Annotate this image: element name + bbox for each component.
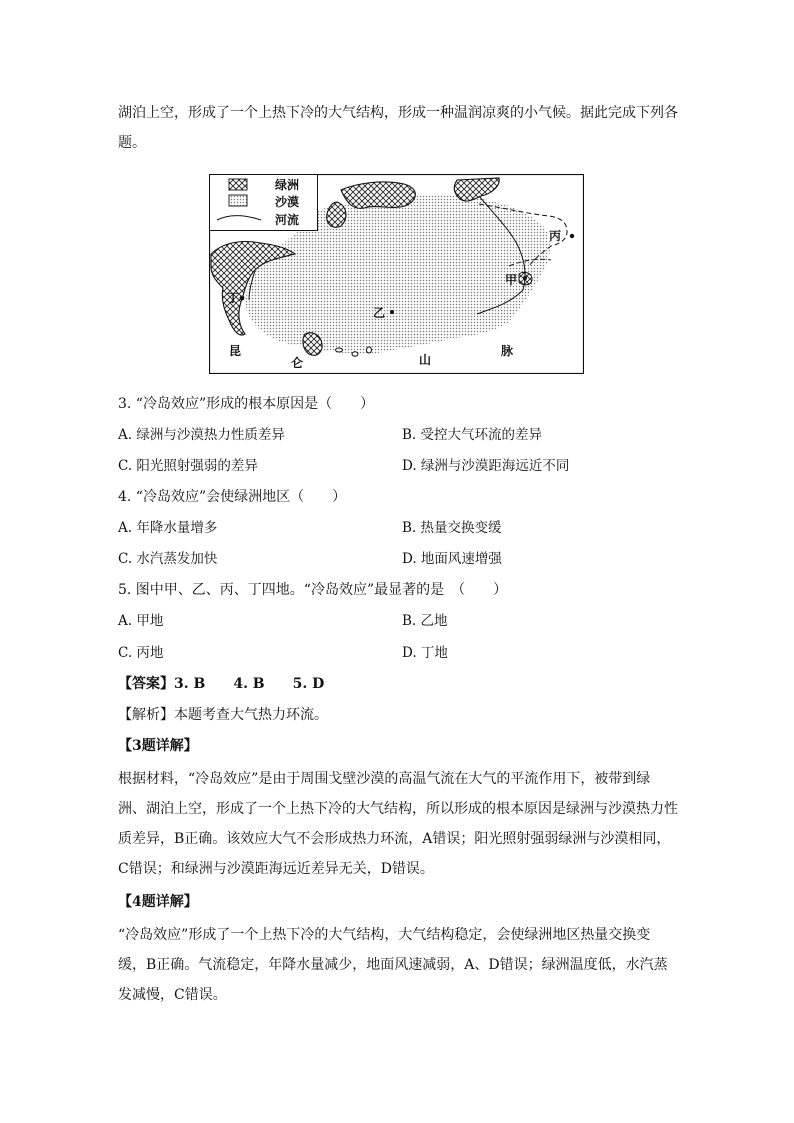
small-oasis-3 [367,347,372,353]
legend-oasis-swatch [229,179,247,190]
q5-option-d: D. 丁地 [402,645,448,661]
oasis-desert-map [209,174,584,374]
q3-option-c: C. 阳光照射强弱的差异 [118,458,258,474]
q3-option-b: B. 受控大气环流的差异 [402,427,543,443]
place-ding: 丁 [227,291,240,305]
marker-jia [523,276,527,280]
legend-river-label: 河流 [275,213,300,227]
mountain-char-2: 仑 [291,356,304,370]
place-yi: 乙 [373,306,386,320]
q5-stem: 5. 图中甲、乙、丙、丁四地。“冷岛效应”最显著的是 （ ） [118,582,508,598]
mountain-char-1: 昆 [229,344,242,358]
mountain-char-3: 山 [419,353,432,367]
q4-option-a: A. 年降水量增多 [118,520,218,536]
place-bing: 丙 [549,229,562,243]
marker-bing [570,234,574,238]
legend-oasis-label: 绿洲 [275,178,300,192]
mountain-char-4: 脉 [501,344,514,358]
intro-line-1: 湖泊上空，形成了一个上热下冷的大气结构，形成一种温润凉爽的小气候。据此完成下列各 [118,105,678,121]
legend-box [210,175,318,231]
q3-option-d: D. 绿洲与沙漠距海远近不同 [402,458,570,474]
oasis-north-center [341,182,415,208]
q5-option-b: B. 乙地 [402,613,448,629]
q5-option-c: C. 丙地 [118,645,164,661]
marker-yi [390,310,394,314]
detail3-title: 【3题详解】 [118,738,198,754]
q4-option-d: D. 地面风速增强 [402,551,502,567]
q5-option-a: A. 甲地 [118,613,164,629]
detail4-title: 【4题详解】 [118,894,198,910]
q3-stem: 3. “冷岛效应”形成的根本原因是（ ） [118,396,375,412]
analysis-line: 【解析】本题考查大气热力环流。 [118,707,328,723]
q3-option-a: A. 绿洲与沙漠热力性质差异 [118,427,285,443]
q4-option-b: B. 热量交换变缓 [402,520,502,536]
detail3-text: 根据材料，“冷岛效应”是由于周围戈壁沙漠的高温气流在大气的平流作用下，被带到绿洲、湖泊上空，形成了一个上热下冷的大气结构，所以形成的根本原因是绿洲与沙漠热力性质差异，B正确。该效应大气不会形成热力环流，A错误；阳光照射强弱绿洲与沙漠相同，C错误；和绿洲与沙漠距海远近差异无关，D错误。 [118,771,678,877]
answer-line: 【答案】3. B 4. B 5. D [118,676,325,692]
place-jia: 甲 [505,273,518,287]
detail4-text: “冷岛效应”形成了一个上热下冷的大气结构，大气结构稳定，会使绿洲地区热量交换变缓，B正确。气流稳定，年降水量减少，地面风速减弱，A、D错误；绿洲温度低，水汽蒸发减慢，C错误。 [118,927,668,1003]
marker-ding [240,296,245,301]
q4-stem: 4. “冷岛效应”会使绿洲地区（ ） [118,489,347,505]
legend-desert-swatch [229,195,247,206]
q4-option-c: C. 水汽蒸发加快 [118,551,218,567]
intro-line-2: 题。 [118,135,146,151]
small-oasis-2 [352,352,358,356]
small-oasis-1 [336,348,343,352]
legend-desert-label: 沙漠 [275,195,300,209]
